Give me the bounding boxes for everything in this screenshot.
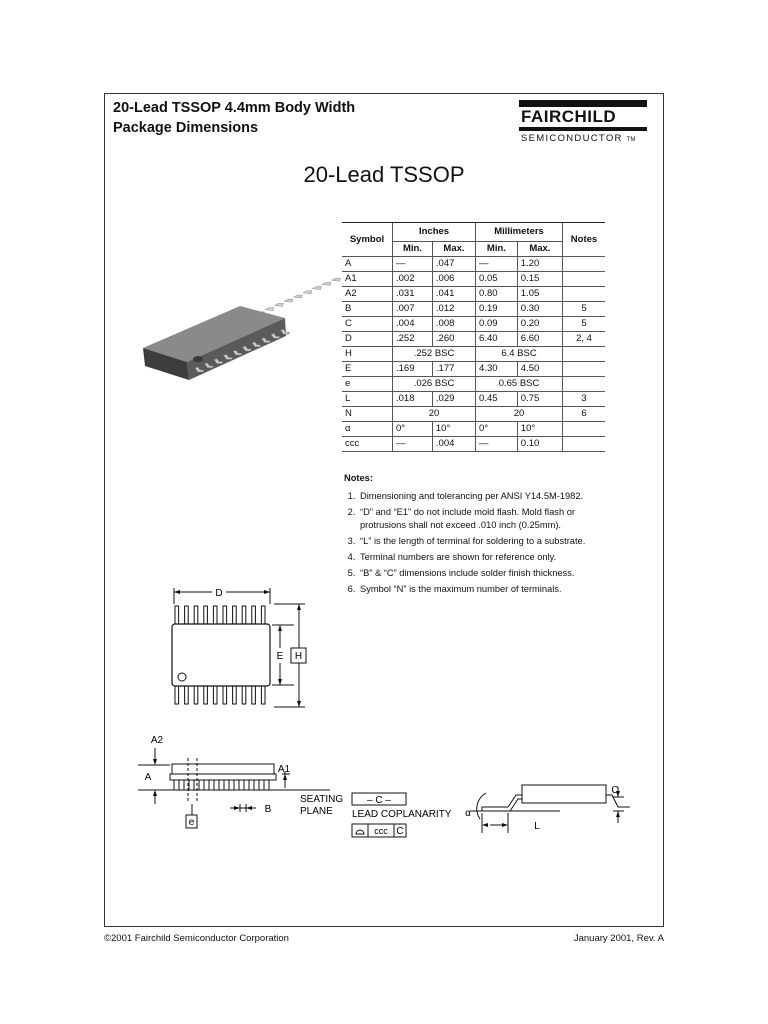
table-cell: C xyxy=(342,317,393,332)
lead xyxy=(213,606,217,624)
lead xyxy=(194,606,198,624)
lead xyxy=(175,606,179,624)
alpha-arc xyxy=(477,793,486,819)
notes-list xyxy=(344,490,614,597)
side-body-lower xyxy=(170,774,276,780)
lead xyxy=(204,606,208,624)
table-cell: 1.20 xyxy=(517,257,562,272)
table-cell: 0° xyxy=(476,422,518,437)
table-cell xyxy=(563,422,606,437)
lead-left xyxy=(482,795,522,811)
lead xyxy=(175,686,179,704)
table-cell: 6.40 xyxy=(476,332,518,347)
lead xyxy=(242,686,246,704)
table-cell: 0.19 xyxy=(476,302,518,317)
document-title xyxy=(113,98,355,138)
lead xyxy=(264,780,269,790)
table-cell: .026 BSC xyxy=(393,377,476,392)
table-cell: N xyxy=(342,407,393,422)
table-cell: B xyxy=(342,302,393,317)
lead xyxy=(242,606,246,624)
table-cell xyxy=(563,347,606,362)
table-cell: 4.30 xyxy=(476,362,518,377)
label-l: L xyxy=(534,821,540,832)
table-cell: .252 BSC xyxy=(393,347,476,362)
table-cell: .041 xyxy=(432,287,475,302)
table-row xyxy=(342,302,605,317)
table-cell: 4.50 xyxy=(517,362,562,377)
table-cell: .031 xyxy=(393,287,433,302)
lead xyxy=(265,308,274,311)
table-cell: .004 xyxy=(393,317,433,332)
top-view-leads xyxy=(175,606,265,704)
table-cell xyxy=(563,437,606,452)
header-inches: Inches xyxy=(393,223,476,242)
table-cell: 10° xyxy=(517,422,562,437)
table-cell: .018 xyxy=(393,392,433,407)
label-a2: A2 xyxy=(150,735,164,746)
table-cell: 0° xyxy=(393,422,433,437)
note-item: 1. Dimensioning and tolerancing per ANSI Y14.5M-1982. xyxy=(358,490,614,504)
lead xyxy=(214,780,219,790)
pin1-marker xyxy=(178,673,186,681)
label-a1: A1 xyxy=(277,764,291,775)
label-ccc: ccc xyxy=(374,826,388,836)
table-cell: 5 xyxy=(563,302,606,317)
note-item: 2. “D” and “E1” do not include mold flash. Mold flash or protrusions shall not exceed .010 inch (0.25mm). xyxy=(358,506,614,533)
side-body-upper xyxy=(172,764,274,774)
table-cell: 0.10 xyxy=(517,437,562,452)
label-e-pitch: e xyxy=(188,817,195,828)
table-cell: 20 xyxy=(393,407,476,422)
lead xyxy=(223,686,227,704)
table-row xyxy=(342,392,605,407)
title-line-1: 20-Lead TSSOP 4.4mm Body Width xyxy=(113,100,356,116)
table-cell: e xyxy=(342,377,393,392)
table-cell: 10° xyxy=(432,422,475,437)
header-mm-max: Max. xyxy=(517,242,562,257)
table-cell: 0.15 xyxy=(517,272,562,287)
package-3d-illustration xyxy=(125,298,305,398)
logo-subtitle: SEMICONDUCTOR TM xyxy=(521,133,636,144)
table-cell: A2 xyxy=(342,287,393,302)
notes-section xyxy=(344,472,614,599)
side-view-drawing xyxy=(130,730,452,840)
lead xyxy=(252,686,256,704)
table-cell: 0.75 xyxy=(517,392,562,407)
label-datum-c: – C – xyxy=(367,795,391,806)
table-row xyxy=(342,437,605,452)
table-cell: 2, 4 xyxy=(563,332,606,347)
lead xyxy=(223,606,227,624)
table-row xyxy=(342,407,605,422)
table-cell: — xyxy=(393,257,433,272)
lead xyxy=(261,606,265,624)
label-alpha: α xyxy=(465,808,471,819)
label-b: B xyxy=(264,804,272,815)
note-item: 4. Terminal numbers are shown for reference only. xyxy=(358,551,614,565)
footer-revision: January 2001, Rev. A xyxy=(573,933,664,944)
lead-detail-drawing xyxy=(460,775,640,845)
table-cell: 6 xyxy=(563,407,606,422)
table-row xyxy=(342,332,605,347)
header-in-max: Max. xyxy=(432,242,475,257)
table-cell: 0.80 xyxy=(476,287,518,302)
lead xyxy=(254,780,259,790)
table-cell: 6.60 xyxy=(517,332,562,347)
header-in-min: Min. xyxy=(393,242,433,257)
lead xyxy=(233,686,237,704)
table-cell xyxy=(563,257,606,272)
table-cell: E xyxy=(342,362,393,377)
label-d: D xyxy=(215,588,223,599)
fairchild-logo xyxy=(519,100,647,144)
table-cell: 0.45 xyxy=(476,392,518,407)
table-cell: .260 xyxy=(432,332,475,347)
notes-heading: Notes: xyxy=(344,473,373,483)
table-cell: — xyxy=(393,437,433,452)
table-cell: D xyxy=(342,332,393,347)
table-cell: 6.4 BSC xyxy=(476,347,563,362)
table-cell: 0.05 xyxy=(476,272,518,287)
table-cell: — xyxy=(476,437,518,452)
title-line-2: Package Dimensions xyxy=(113,120,259,136)
label-h: H xyxy=(294,651,303,662)
table-cell: .007 xyxy=(393,302,433,317)
label-seating-1: SEATING xyxy=(300,794,344,805)
detail-package-body xyxy=(522,785,606,803)
table-cell: H xyxy=(342,347,393,362)
lead xyxy=(224,780,229,790)
lead xyxy=(244,780,249,790)
table-row xyxy=(342,317,605,332)
table-cell: 0.20 xyxy=(517,317,562,332)
table-cell xyxy=(563,362,606,377)
table-row xyxy=(342,362,605,377)
header-millimeters: Millimeters xyxy=(476,223,563,242)
table-cell: A1 xyxy=(342,272,393,287)
table-cell: .177 xyxy=(432,362,475,377)
table-cell xyxy=(563,377,606,392)
table-cell xyxy=(563,287,606,302)
table-cell: 3 xyxy=(563,392,606,407)
table-cell: .002 xyxy=(393,272,433,287)
package-title: 20-Lead TSSOP xyxy=(303,162,465,187)
lead xyxy=(275,303,284,306)
label-seating-2: PLANE xyxy=(300,806,333,817)
top-view-drawing xyxy=(160,580,320,715)
table-cell: .004 xyxy=(432,437,475,452)
header-mm-min: Min. xyxy=(476,242,518,257)
table-cell: 0.65 BSC xyxy=(476,377,563,392)
table-cell: — xyxy=(476,257,518,272)
note-item: 5. “B” & “C” dimensions include solder finish thickness. xyxy=(358,567,614,581)
footer-copyright: ©2001 Fairchild Semiconductor Corporation xyxy=(104,933,289,944)
table-cell: 1.05 xyxy=(517,287,562,302)
table-cell: 0.30 xyxy=(517,302,562,317)
package-body-outline xyxy=(172,624,270,686)
profile-surface-icon xyxy=(356,830,364,834)
lead xyxy=(284,299,293,302)
lead xyxy=(204,780,209,790)
table-cell: .169 xyxy=(393,362,433,377)
logo-bar-top xyxy=(519,100,647,107)
table-row xyxy=(342,287,605,302)
table-row xyxy=(342,257,605,272)
dimensions-table xyxy=(342,222,605,452)
lead xyxy=(174,780,179,790)
table-cell: 20 xyxy=(476,407,563,422)
table-cell: .252 xyxy=(393,332,433,347)
table-cell: ccc xyxy=(342,437,393,452)
label-e: E xyxy=(276,651,284,662)
table-cell: 0.09 xyxy=(476,317,518,332)
label-c-box: C xyxy=(396,826,404,837)
table-cell: .047 xyxy=(432,257,475,272)
table-row xyxy=(342,347,605,362)
dimensions-table-body xyxy=(342,257,605,452)
table-cell: α xyxy=(342,422,393,437)
logo-word: FAIRCHILD xyxy=(521,107,617,126)
lead xyxy=(185,606,189,624)
lead xyxy=(213,686,217,704)
table-cell xyxy=(563,272,606,287)
table-cell: A xyxy=(342,257,393,272)
label-c: C xyxy=(611,785,619,796)
table-cell: L xyxy=(342,392,393,407)
lead xyxy=(204,686,208,704)
table-row xyxy=(342,422,605,437)
table-cell: .012 xyxy=(432,302,475,317)
table-row xyxy=(342,377,605,392)
label-a: A xyxy=(144,772,152,783)
note-item: 6. Symbol “N” is the maximum number of terminals. xyxy=(358,583,614,597)
table-cell: .006 xyxy=(432,272,475,287)
label-coplanarity: LEAD COPLANARITY xyxy=(352,809,452,820)
pin1-dimple xyxy=(193,356,203,362)
table-cell: .029 xyxy=(432,392,475,407)
header-notes: Notes xyxy=(563,223,606,257)
table-cell: 5 xyxy=(563,317,606,332)
lead xyxy=(252,606,256,624)
lead xyxy=(233,606,237,624)
lead xyxy=(234,780,239,790)
note-item: 3. “L” is the length of terminal for soldering to a substrate. xyxy=(358,535,614,549)
lead xyxy=(261,686,265,704)
table-cell: .008 xyxy=(432,317,475,332)
header-symbol: Symbol xyxy=(342,223,393,257)
logo-bar-bottom xyxy=(519,127,647,131)
lead xyxy=(194,686,198,704)
table-row xyxy=(342,272,605,287)
lead xyxy=(185,686,189,704)
